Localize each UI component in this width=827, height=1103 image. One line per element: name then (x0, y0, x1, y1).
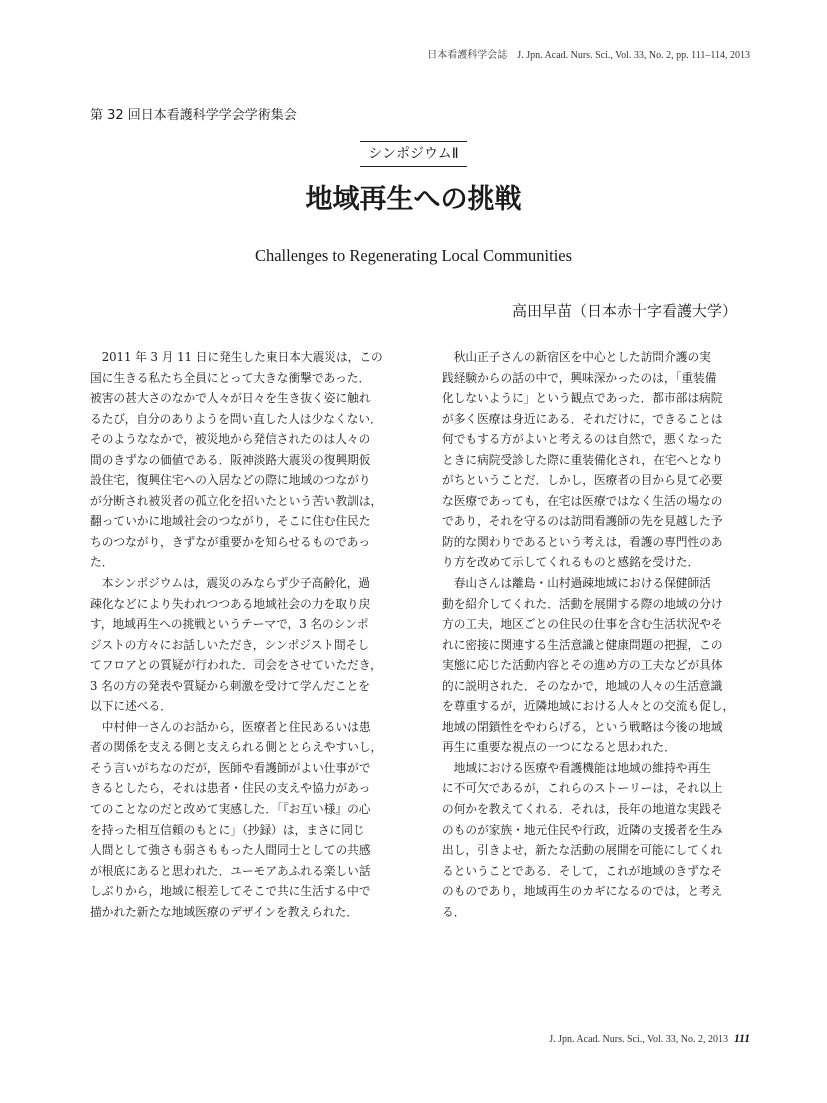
body-text-line: 防的な関わりであるという考えは，看護の専門性のあ (442, 534, 723, 549)
body-text-line: た． (90, 555, 114, 570)
body-text-line: を持った相互信頼のもとに」（抄録）は，まさに同じ (90, 822, 365, 837)
footer-citation: J. Jpn. Acad. Nurs. Sci., Vol. 33, No. 2, 2013 (549, 1034, 729, 1045)
body-text-line: きるとしたら，それは患者・住民の支えや協力があっ (90, 781, 371, 796)
body-text-line: 地域における医療や看護機能は地域の維持や再生 (442, 760, 711, 775)
body-text-line: そのようななかで，被災地から発信されたのは人々の (90, 432, 371, 447)
body-text-line: のものであり，地域再生のカギになるのでは，と考え (442, 884, 723, 899)
body-text-line: 践経験からの話の中で，興味深かったのは，「重装備 (442, 370, 717, 385)
body-text-line: 被害の甚大さのなかで人々が日々を生き抜く姿に触れ (90, 391, 371, 406)
body-text-line: れに密接に関連する生活意識と健康問題の把握，この (442, 637, 723, 652)
body-text-line: ちのつながり，きずなが重要かを知らせるものであっ (90, 534, 371, 549)
author-affiliation: 高田早苗（日本赤十字看護大学） (511, 302, 737, 320)
body-text-line: 設住宅，復興住宅への入居などの際に地域のつながり (90, 473, 371, 488)
body-text-line: 方の工夫，地区ごとの住民の仕事を含む生活状況やそ (442, 617, 723, 632)
running-header: 日本看護科学会誌 J. Jpn. Acad. Nurs. Sci., Vol. 33, No. 2, pp. 111–114, 2013 (427, 50, 750, 61)
body-text-line: るたび，自分のありようを問い直した人は少なくない． (90, 411, 382, 426)
body-text-line: 者の関係を支える側と支えられる側ととらえやすいし， (90, 740, 383, 755)
conference-label: 第 32 回日本看護科学学会学術集会 (90, 108, 297, 123)
body-text-line: 2011 年 3 月 11 日に発生した東日本大震災は，この (90, 350, 383, 364)
page-footer (549, 1031, 750, 1048)
body-column-left (90, 347, 386, 922)
body-text-line: 描かれた新たな地域医療のデザインを教えられた． (90, 904, 358, 919)
body-column-right (442, 347, 738, 922)
body-text-line: そう言いがちなのだが，医師や看護師がよい仕事がで (90, 760, 371, 775)
article-title: 地域再生への挑戦 (305, 184, 522, 215)
body-text-line: 再生に重要な視点の一つになると思われた． (442, 740, 676, 755)
body-text-line: 実態に応じた活動内容とその進め方の工夫などが具体 (442, 658, 723, 673)
body-text-line: 化しないように」という観点であった．都市部は病院 (442, 391, 723, 406)
body-text-line: に不可欠であるが，これらのストーリーは，それ以上 (442, 781, 723, 796)
body-text-line: てフロアとの質疑が行われた．司会をさせていただき， (90, 658, 382, 673)
body-text-line: 翻っていかに地域社会のつながり，そこに住む住民た (90, 514, 371, 529)
body-text-line: 3 名の方の発表や質疑から刺激を受けて学んだことを (90, 678, 370, 693)
body-text-line: 中村伸一さんのお話から，医療者と住民あるいは患 (90, 719, 371, 734)
body-text-line: 春山さんは離島・山村過疎地域における保健師活 (442, 576, 711, 591)
symposium-label: シンポジウムⅡ (360, 141, 466, 167)
body-text-line: を尊重するが，近隣地域における人々との交流も促し， (442, 699, 735, 714)
body-text-line: るということである．そして，これが地域のきずなそ (442, 863, 723, 878)
body-text-line: ジストの方々にお話しいただき，シンポジスト間そし (90, 637, 370, 652)
body-text-line: な医療であっても，在宅は医療ではなく生活の場なの (442, 493, 723, 508)
page-number: 111 (734, 1033, 750, 1045)
body-text-line: 地域の閉鎖性をやわらげる，という戦略は今後の地域 (442, 719, 723, 734)
body-text-line: が根底にあると思われた．ユーモアあふれる楽しい話 (90, 863, 371, 878)
body-text-line: 以下に述べる． (90, 699, 172, 714)
body-text-line: 国に生きる私たち全員にとって大きな衝撃であった． (90, 370, 371, 385)
body-text-line: り方を改めて示してくれるものと感銘を受けた． (442, 555, 700, 570)
body-text-line: しぶりから，地域に根差してそこで共に生活する中で (90, 884, 371, 899)
body-text-line: の何かを教えてくれる．それは，長年の地道な実践そ (442, 802, 723, 817)
body-text-line: 秋山正子さんの新宿区を中心とした訪問介護の実 (442, 350, 711, 364)
body-text-line: のものが家族・地元住民や行政，近隣の支援者を生み (442, 822, 723, 837)
symposium-label-wrapper (0, 141, 827, 167)
body-text-line: 出し，引きよせ，新たな活動の展開を可能にしてくれ (442, 843, 723, 858)
body-text-line: 間のきずなの価値である．阪神淡路大震災の復興期仮 (90, 452, 371, 467)
body-text-line: てのことなのだと改めて実感した．「『お互い様』の心 (90, 802, 371, 817)
body-text-line: 的に説明された．そのなかで，地域の人々の生活意識 (442, 678, 723, 693)
body-text-line: がちということだ．しかし，医療者の目から見て必要 (442, 473, 723, 488)
body-text-line: る． (442, 904, 466, 919)
body-text-line: であり，それを守るのは訪問看護師の先を見越した予 (442, 514, 723, 529)
body-text-line: が分断され被災者の孤立化を招いたという苦い教訓は， (90, 493, 383, 508)
body-text-line: が多く医療は身近にある．それだけに，できることは (442, 411, 723, 426)
body-text-line: 疎化などにより失われつつある地域社会の力を取り戻 (90, 596, 371, 611)
english-title: Challenges to Regenerating Local Communities (254, 246, 573, 265)
body-text-line: ときに病院受診した際に重装備化され，在宅へとなり (442, 452, 724, 467)
body-text-line: 人間として強さも弱さももった人間同士としての共感 (90, 843, 371, 858)
body-text-line: 何でもする方がよいと考えるのは自然で，悪くなった (442, 432, 723, 447)
body-text-line: す，地域再生への挑戦というテーマで，3 名のシンポ (90, 617, 369, 632)
body-text-line: 本シンポジウムは，震災のみならず少子高齢化，過 (90, 576, 371, 591)
body-text-line: 動を紹介してくれた．活動を展開する際の地域の分け (442, 596, 723, 611)
